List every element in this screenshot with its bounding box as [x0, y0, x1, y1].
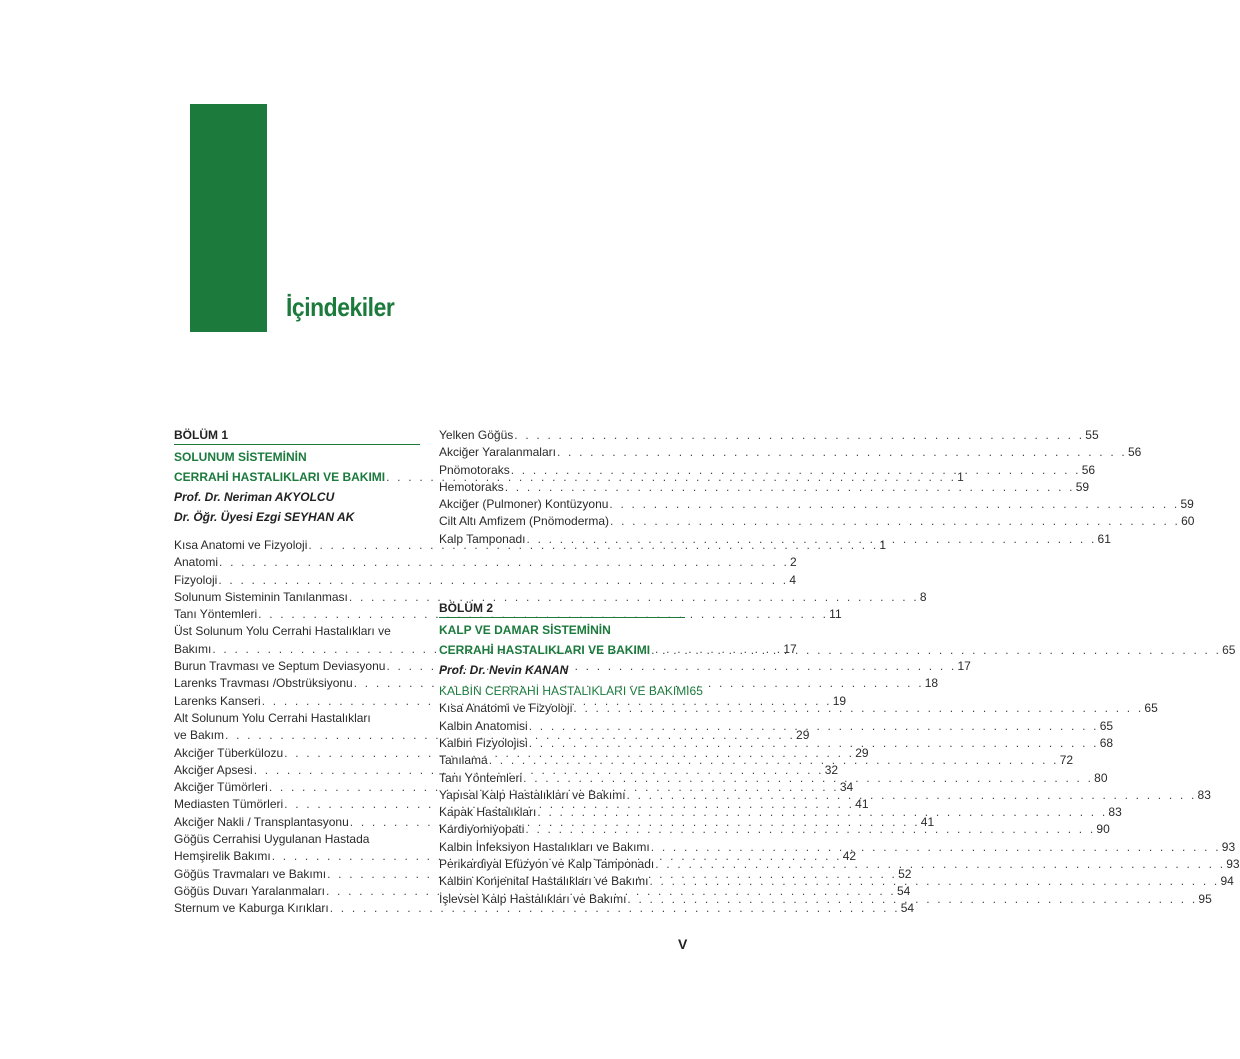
page-ref: 19	[832, 693, 847, 708]
section-label: BÖLÜM 2	[439, 601, 493, 616]
toc-entry-text: İşlevsel Kalp Hastalıkları ve Bakımı	[439, 891, 627, 906]
toc-entry[interactable]	[174, 554, 797, 571]
toc-entry-text: Larenks Travması /Obstrüksiyonu	[174, 676, 353, 691]
toc-entry[interactable]	[439, 496, 1194, 513]
toc-entry-text: Cilt Altı Amfizem (Pnömoderma)	[439, 514, 610, 529]
toc-entry-text: Fizyoloji	[174, 572, 218, 587]
toc-entry-text: Akciğer Yaralanmaları	[439, 445, 556, 460]
page-ref: 52	[898, 866, 912, 881]
toc-entry-text: Yelken Göğüs	[439, 428, 514, 442]
subheading-entry[interactable]	[439, 683, 703, 700]
page-ref: 65	[1222, 643, 1236, 658]
page-ref: 56	[1081, 462, 1096, 477]
toc-entry-text: Perikardiyal Efüzyon ve Kalp Tamponadı	[439, 857, 655, 872]
toc-entry-text: Tanı Yöntemleri	[174, 607, 258, 622]
page-ref: 54	[896, 883, 911, 898]
leader-dots	[626, 787, 1198, 804]
toc-entry-text: Hemşirelik Bakımı	[174, 849, 271, 864]
chapter-heading: KALP VE DAMAR SİSTEMİNİN	[439, 623, 611, 638]
page-ref: 83	[1108, 805, 1122, 820]
page-ref: 54	[900, 901, 915, 916]
toc-entry-text: Mediasten Tümörleri	[174, 797, 284, 812]
page-ref: 41	[920, 814, 935, 829]
toc-entry-text: Akciğer (Pulmoner) Kontüzyonu	[439, 497, 609, 512]
leader-dots	[572, 700, 1144, 717]
page-ref: 95	[1198, 891, 1212, 906]
toc-entry-text: Hemotoraks	[439, 479, 504, 494]
subheading-text: KALBİN CERRAHİ HASTALIKLARI VE BAKIMI	[439, 684, 690, 699]
page-ref: 59	[1075, 479, 1090, 494]
toc-entry[interactable]	[174, 831, 420, 848]
toc-entry-text: Anatomi	[174, 555, 219, 570]
toc-entry-text: Akciğer Nakli / Transplantasyonu	[174, 814, 349, 829]
toc-entry[interactable]	[439, 513, 1195, 530]
toc-entry[interactable]	[439, 770, 1108, 787]
toc-entry-text: Kısa Anatomi ve Fizyoloji	[174, 538, 308, 552]
page-ref: 61	[1097, 531, 1111, 546]
leader-dots	[608, 496, 1180, 513]
leader-dots	[510, 462, 1082, 479]
toc-entry-text: Kısa Anatomi ve Fizyoloji	[439, 701, 573, 716]
leader-dots	[650, 640, 1222, 660]
chapter-heading-text: CERRAHİ HASTALIKLARI VE BAKIMI	[439, 643, 651, 658]
leader-dots	[609, 513, 1181, 530]
toc-entry-text: Akciğer Tümörleri	[174, 780, 268, 795]
toc-entry[interactable]	[439, 479, 1090, 496]
toc-entry-text: Kapak Hastalıkları	[439, 805, 537, 820]
leader-dots	[504, 479, 1076, 496]
page-ref: 55	[1085, 428, 1099, 442]
toc-entry[interactable]	[439, 839, 1236, 856]
page-ref: 8	[919, 589, 927, 604]
leader-dots	[526, 531, 1098, 548]
toc-entry-text: Göğüs Travmaları ve Bakımı	[174, 866, 327, 881]
page-ref: 90	[1096, 822, 1110, 837]
leader-dots	[654, 856, 1226, 873]
leader-dots	[528, 718, 1100, 735]
toc-entry-text: Solunum Sisteminin Tanılanması	[174, 589, 348, 604]
page-ref: 17	[783, 641, 797, 656]
author: Prof. Dr. Neriman AKYOLCU	[174, 490, 335, 504]
page-number: V	[678, 936, 688, 952]
page-ref: 29	[855, 745, 869, 760]
page-ref: 93	[1221, 839, 1236, 854]
section-rule	[174, 444, 420, 445]
author: Dr. Öğr. Üyesi Ezgi SEYHAN AK	[174, 510, 355, 524]
chapter-color-block	[190, 104, 267, 332]
page-ref: 72	[1059, 753, 1074, 768]
page-ref: 93	[1226, 857, 1240, 872]
page-ref: 32	[824, 762, 839, 777]
page-ref: 2	[790, 555, 797, 570]
toc-entry[interactable]	[439, 718, 1114, 735]
toc-entry-text: Akciğer Tüberkülozu	[174, 745, 284, 760]
page-ref: 41	[855, 797, 869, 812]
page-ref: 60	[1181, 514, 1195, 529]
page-ref: 42	[842, 849, 857, 864]
page-ref: 18	[924, 676, 939, 691]
toc-entry-text: Larenks Kanseri	[174, 693, 261, 708]
toc-entry-text: Akciğer Apsesi	[174, 762, 253, 777]
toc-entry[interactable]	[174, 589, 927, 606]
toc-entry-text: Göğüs Duvarı Yaralanmaları	[174, 883, 325, 898]
page-ref: 11	[829, 607, 842, 622]
toc-entry[interactable]	[174, 623, 420, 640]
toc-entry-text: Tanı Yöntemleri	[439, 770, 523, 785]
toc-entry-text: Kalp Tamponadı	[439, 531, 526, 546]
toc-entry-text: Kalbin Konjenital Hastalıkları ve Bakımı	[439, 874, 649, 889]
toc-entry-text: Burun Travması ve Septum Deviasyonu	[174, 659, 386, 674]
toc-entry-text: Göğüs Cerrahisi Uygulanan Hastada	[174, 832, 370, 847]
chapter-heading: SOLUNUM SİSTEMİNİN	[174, 450, 307, 464]
page-ref: 29	[796, 728, 810, 743]
toc-entry-text: Pnömotoraks	[439, 462, 510, 477]
toc-entry[interactable]	[439, 531, 1111, 548]
toc-entry[interactable]	[439, 891, 1212, 908]
toc-entry-text: Alt Solunum Yolu Cerrahi Hastalıkları	[174, 710, 371, 725]
page-ref: 65	[1099, 718, 1114, 733]
leader-dots	[626, 891, 1198, 908]
toc-entry-text: ve Bakım	[174, 728, 225, 743]
toc-entry-text: Kalbin Anatomisi	[439, 718, 528, 733]
section-label: BÖLÜM 1	[174, 428, 228, 442]
toc-entry[interactable]	[174, 710, 420, 727]
leader-dots	[522, 770, 1094, 787]
toc-entry-text: Yapısal Kalp Hastalıkları ve Bakımı	[439, 787, 626, 802]
toc-entry[interactable]	[439, 462, 1096, 479]
leader-dots	[650, 839, 1222, 856]
leader-dots	[536, 804, 1108, 821]
page-ref: 65	[689, 684, 703, 699]
page-ref: 17	[957, 659, 971, 674]
leader-dots	[648, 873, 1220, 890]
toc-entry-list	[439, 427, 1195, 548]
page-ref: 65	[1144, 701, 1158, 716]
page-ref: 59	[1180, 497, 1194, 512]
chapter-heading-text: CERRAHİ HASTALIKLARI VE BAKIMI	[174, 470, 386, 484]
section-rule	[439, 617, 685, 618]
toc-entry-text: Üst Solunum Yolu Cerrahi Hastalıkları ve	[174, 624, 391, 639]
page-ref: 94	[1220, 874, 1234, 889]
toc-entry[interactable]	[174, 900, 915, 917]
leader-dots	[488, 752, 1060, 769]
toc-entry-text: Sternum ve Kaburga Kırıkları	[174, 901, 329, 916]
toc-entry-text: Kalbin İnfeksiyon Hastalıkları ve Bakımı	[439, 839, 650, 854]
page-ref: 80	[1094, 770, 1108, 785]
page-ref: 68	[1099, 735, 1114, 750]
page-title: İçindekiler	[286, 292, 395, 322]
toc-entry-text: Kardiyomiyopati	[439, 822, 525, 837]
page-ref: 4	[789, 572, 797, 587]
leader-dots	[556, 444, 1128, 461]
toc-entry-text: Kalbin Fizyolojisi	[439, 735, 528, 750]
page-ref: 56	[1127, 445, 1142, 460]
page-ref: 1	[879, 538, 887, 552]
page-ref: 34	[839, 780, 854, 795]
leader-dots	[528, 735, 1100, 752]
toc-entry[interactable]	[174, 572, 797, 589]
leader-dots	[524, 821, 1096, 838]
page-ref: 83	[1197, 787, 1211, 802]
toc-entry[interactable]	[439, 444, 1142, 461]
page-ref: 1	[957, 470, 964, 484]
author: Prof. Dr. Nevin KANAN	[439, 663, 569, 678]
toc-entry[interactable]	[439, 427, 1099, 444]
leader-dots	[513, 427, 1085, 444]
toc-entry-text: Tanılama	[439, 753, 488, 768]
toc-entry-text: Bakımı	[174, 641, 212, 656]
